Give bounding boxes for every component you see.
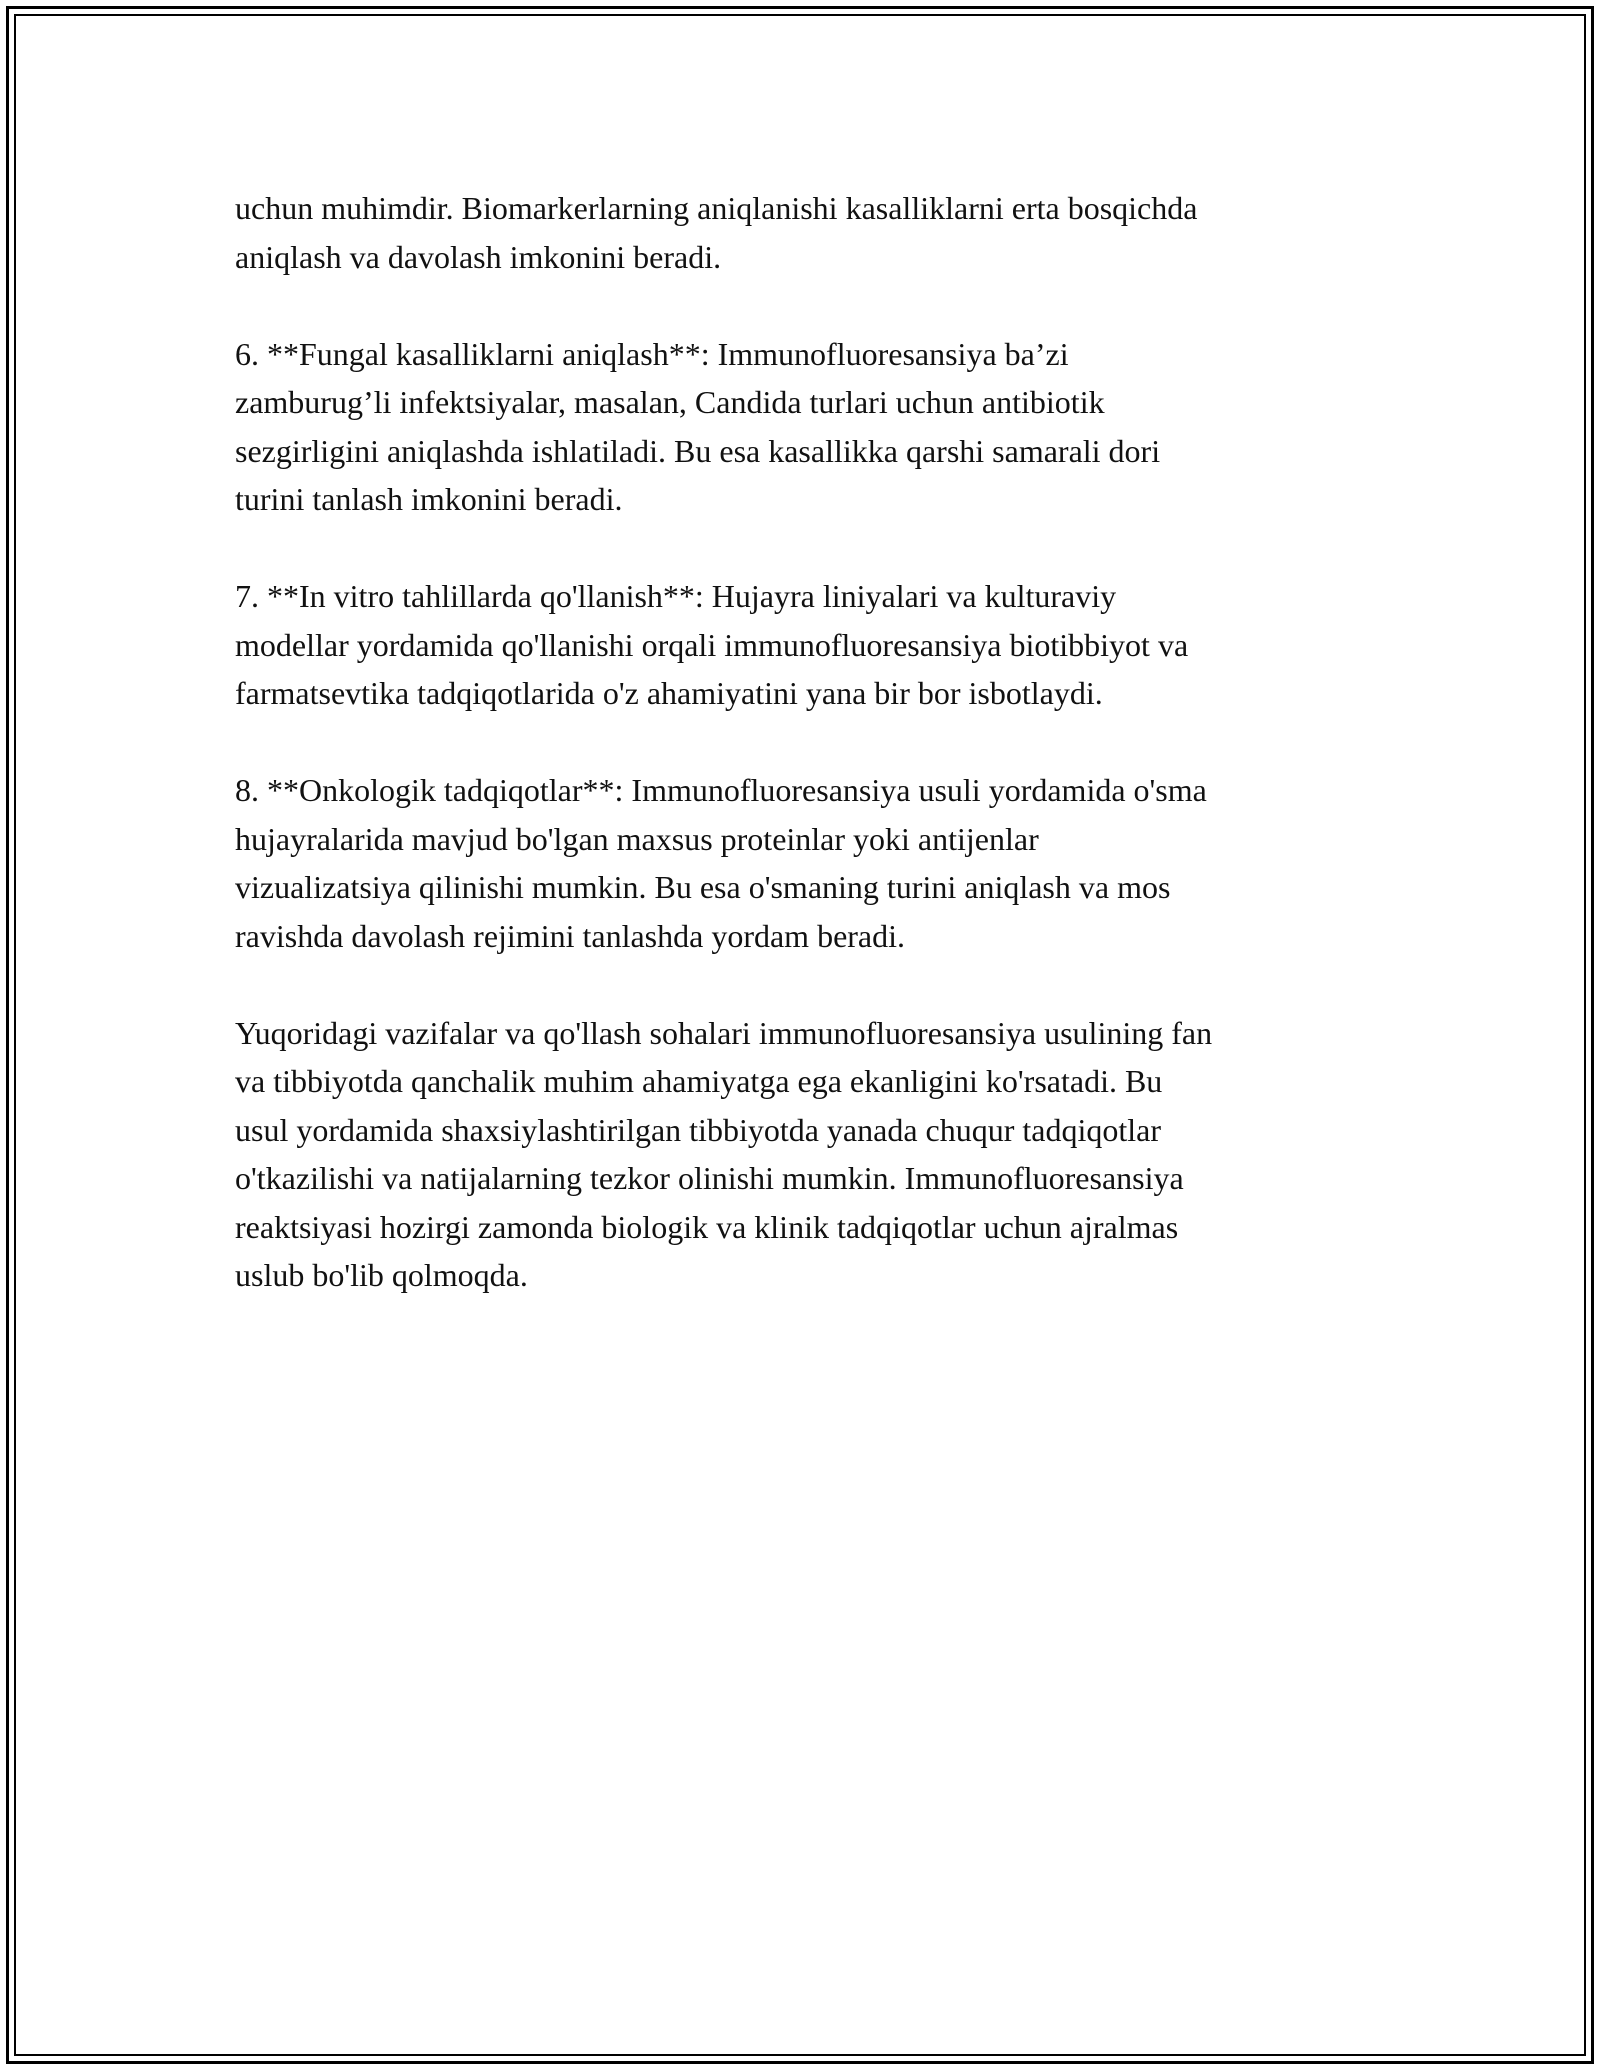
text-line: reaktsiyasi hozirgi zamonda biologik va klinik tadqiqotlar uchun ajralmas	[235, 1208, 1179, 1245]
text-line: Yuqoridagi vazifalar va qo'llash sohalari immunofluoresansiya usulining fan	[235, 1014, 1213, 1051]
text-line: o'tkazilishi va natijalarning tezkor olinishi mumkin. Immunofluoresansiya	[235, 1160, 1184, 1196]
paragraph-item-6	[235, 330, 1370, 524]
document-body	[235, 184, 1370, 1348]
text-line: 8. **Onkologik tadqiqotlar**: Immunofluoresansiya usuli yordamida o'sma	[235, 772, 1207, 808]
text-line: vizualizatsiya qilinishi mumkin. Bu esa o'smaning turini aniqlash va mos	[235, 869, 1171, 905]
text-line: sezgirligini aniqlashda ishlatiladi. Bu esa kasallikka qarshi samarali dori	[235, 432, 1161, 469]
text-line: uslub bo'lib qolmoqda.	[235, 1257, 528, 1293]
text-line: aniqlash va davolash imkonini beradi.	[235, 238, 722, 275]
text-line: va tibbiyotda qanchalik muhim ahamiyatga ega ekanligini ko'rsatadi. Bu	[235, 1063, 1163, 1099]
text-line: hujayralarida mavjud bo'lgan maxsus proteinlar yoki antijenlar	[235, 820, 1039, 857]
paragraph-continuation	[235, 184, 1370, 281]
text-line: uchun muhimdir. Biomarkerlarning aniqlanishi kasalliklarni erta bosqichda	[235, 190, 1198, 226]
paragraph-conclusion	[235, 1009, 1370, 1300]
text-line: turini tanlash imkonini beradi.	[235, 481, 623, 517]
text-line: ravishda davolash rejimini tanlashda yordam beradi.	[235, 917, 906, 954]
text-line: 6. **Fungal kasalliklarni aniqlash**: Immunofluoresansiya ba’zi	[235, 335, 1069, 372]
text-line: 7. **In vitro tahlillarda qo'llanish**: Hujayra liniyalari va kulturaviy	[235, 578, 1117, 614]
text-line: modellar yordamida qo'llanishi orqali immunofluoresansiya biotibbiyot va	[235, 626, 1189, 663]
paragraph-item-8	[235, 766, 1370, 960]
text-line: farmatsevtika tadqiqotlarida o'z ahamiyatini yana bir bor isbotlaydi.	[235, 675, 1103, 711]
text-line: zamburug’li infektsiyalar, masalan, Candida turlari uchun antibiotik	[235, 384, 1105, 420]
paragraph-item-7	[235, 572, 1370, 718]
text-line: usul yordamida shaxsiylashtirilgan tibbiyotda yanada chuqur tadqiqotlar	[235, 1111, 1162, 1148]
